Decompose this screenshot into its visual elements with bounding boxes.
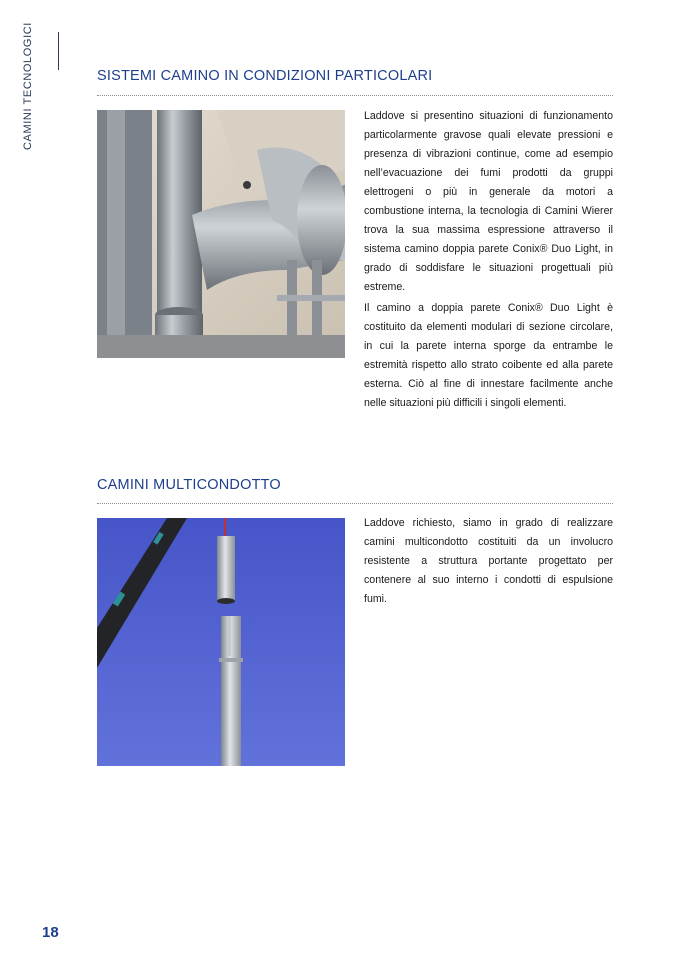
- section2-text: [364, 514, 613, 611]
- section1-text: [364, 107, 613, 415]
- section-divider: [97, 95, 613, 96]
- section-title-multiflue: CAMINI MULTICONDOTTO: [97, 477, 281, 493]
- page-number: 18: [42, 924, 59, 941]
- section-divider: [97, 503, 613, 504]
- side-rule: [58, 32, 59, 70]
- section1-paragraph-1: Laddove si presentino situazioni di funzionamento particolarmente gravose quali elevate pressioni e presenza di vibrazioni continue, come ad esempio nell’evacuazione dei fumi prodotti da gruppi elettrogeni o più in generale da motori a combustione interna, la tecnologia di Camini Wierer trova la sua massima espressione attraverso il sistema camino doppia parete Conix® Duo Light, in grado di soddisfare le situazioni progettuali più estreme.: [364, 110, 613, 293]
- photo-multiflue-chimney-crane: [97, 518, 345, 766]
- side-section-label: CAMINI TECNOLOGICI: [22, 22, 34, 150]
- section-title-special-conditions: SISTEMI CAMINO IN CONDIZIONI PARTICOLARI: [97, 68, 433, 84]
- section2-paragraph-1: Laddove richiesto, siamo in grado di realizzare camini multicondotto costituiti da un involucro resistente a struttura portante progettato per contenere al suo interno i condotti di espulsione fumi.: [364, 517, 613, 605]
- photo-industrial-chimney-ducts: [97, 110, 345, 358]
- section1-paragraph-2: Il camino a doppia parete Conix® Duo Light è costituito da elementi modulari di sezione circolare, in cui la parete interna sporge da entrambe le estremità rispetto allo strato coibente ed alla parete esterna. Ciò al fine di innestare facilmente anche nelle situazioni più difficili i singoli elementi.: [364, 302, 613, 409]
